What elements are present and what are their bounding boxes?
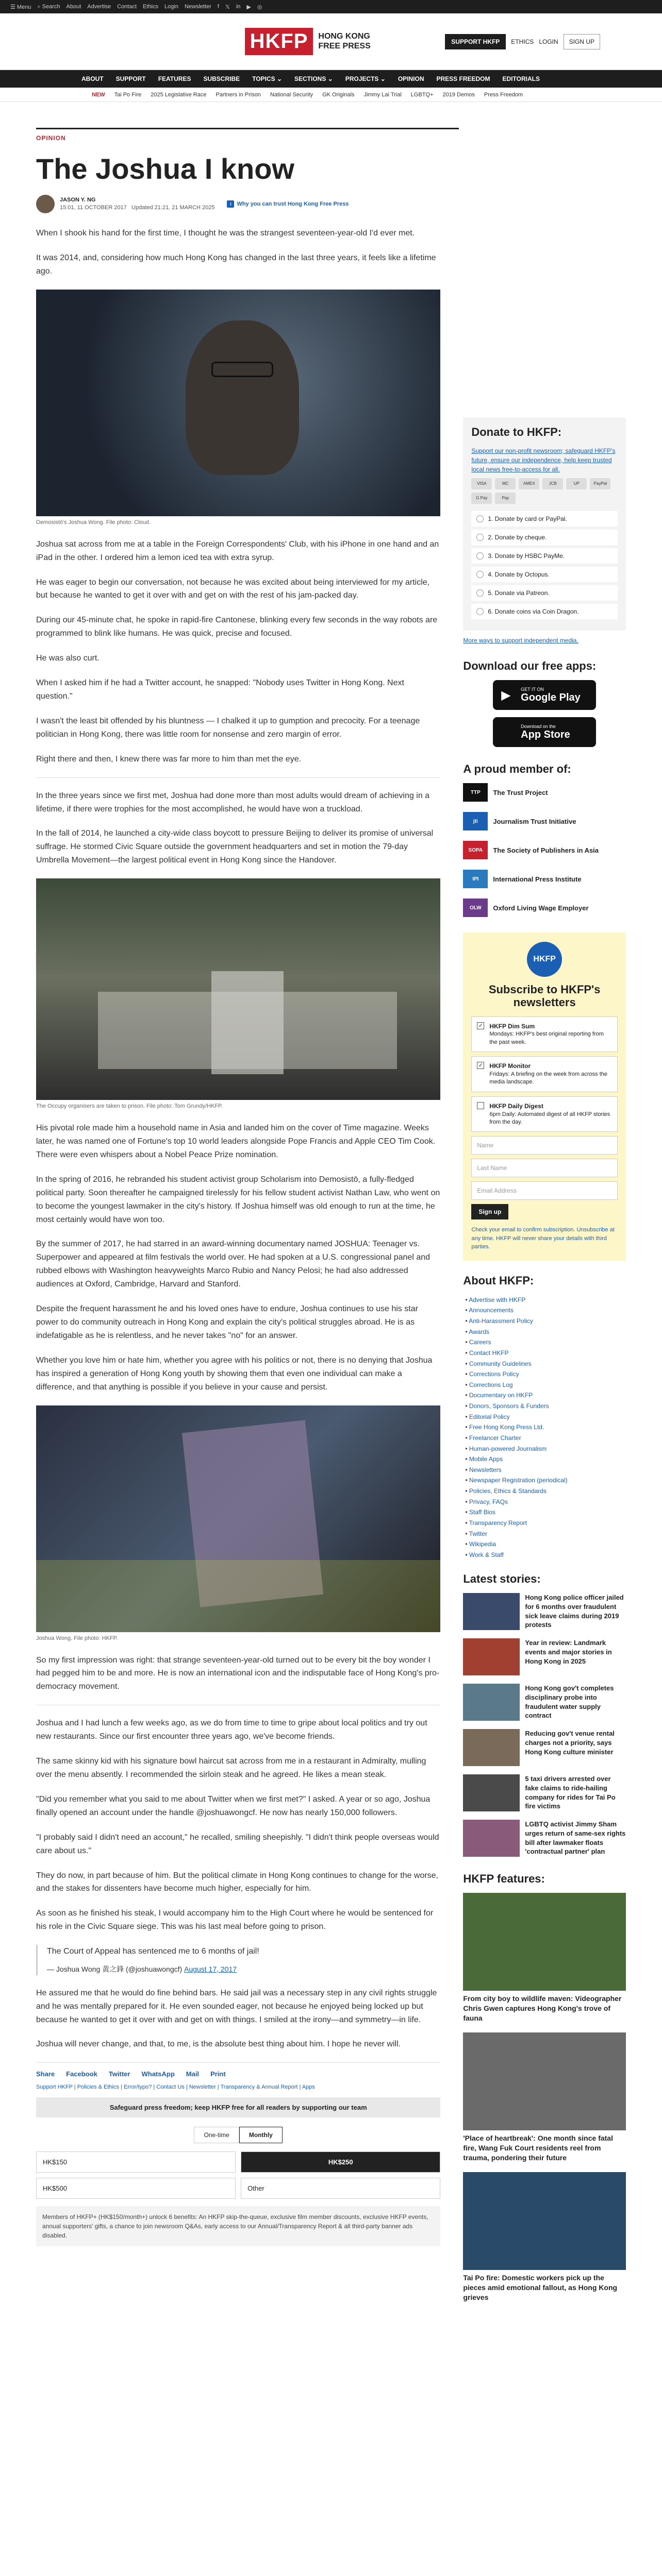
story-thumbnail xyxy=(463,1684,520,1721)
about-link[interactable]: • Anti-Harassment Policy xyxy=(465,1316,626,1327)
paragraph: In the three years since we first met, Joshua had done more than most adults would dream of achieving in a lifetime, if there were trophies for the most accomplished, he would have won a truckload. xyxy=(36,791,430,814)
monthly-option[interactable]: Monthly xyxy=(239,2127,283,2143)
member-label: The Trust Project xyxy=(493,788,548,796)
photo-caption: Joshua Wong. File photo: HKFP. xyxy=(36,1635,118,1641)
about-link[interactable]: • Newspaper Registration (periodical) xyxy=(465,1475,626,1486)
nav-features[interactable]: FEATURES xyxy=(158,75,191,82)
amount-option[interactable]: HK$150 xyxy=(36,2151,236,2173)
ipi-logo: IPI xyxy=(463,870,488,888)
photo-flowers xyxy=(36,1560,440,1632)
about-link[interactable]: • Freelancer Charter xyxy=(465,1433,626,1444)
as-small: Download on the xyxy=(521,723,556,729)
member-jti[interactable] xyxy=(463,812,626,831)
latest-title: Latest stories: xyxy=(463,1572,541,1586)
latest-story[interactable] xyxy=(463,1820,626,1857)
story-thumbnail xyxy=(463,1593,520,1630)
nav-support[interactable]: SUPPORT xyxy=(115,75,146,82)
ticker-item[interactable]: LGBTQ+ xyxy=(410,91,434,98)
newsletter-option-desc: Fridays: A briefing on the week from across the media landscape. xyxy=(489,1071,608,1086)
nav-projects[interactable]: PROJECTS ⌄ xyxy=(345,75,386,82)
newsletter-option[interactable] xyxy=(471,1096,618,1132)
paragraph: "I probably said I didn't need an account," he recalled, smiling sheepishly. "I didn't think people overseas would care about us." xyxy=(36,1833,439,1855)
support-banner[interactable]: Safeguard press freedom; keep HKFP free for all readers by supporting our team xyxy=(36,2097,440,2117)
amex-icon: AMEX xyxy=(519,478,539,489)
about-link[interactable]: • Corrections Policy xyxy=(465,1369,626,1380)
top-utility-bar xyxy=(0,0,662,13)
about-link[interactable]: • Corrections Log xyxy=(465,1380,626,1391)
story-headline: Hong Kong police officer jailed for 6 months over fraudulent sick leave claims during 2019 protests xyxy=(525,1594,624,1629)
member-label: Journalism Trust Initiative xyxy=(493,817,576,825)
facebook-icon[interactable]: f xyxy=(217,4,219,10)
logo-text-line1: HONG KONG xyxy=(318,32,370,41)
share-label: Share xyxy=(36,2070,55,2078)
donate-box xyxy=(463,417,626,631)
linkedin-icon[interactable]: in xyxy=(236,4,241,10)
visa-icon: VISA xyxy=(471,478,492,489)
member-living-wage[interactable] xyxy=(463,899,626,917)
ethics-button[interactable]: ETHICS xyxy=(511,38,534,45)
tweet-date-link[interactable]: August 17, 2017 xyxy=(184,1965,237,1974)
nav-editorials[interactable]: EDITORIALS xyxy=(502,75,540,82)
ticker-item[interactable]: GK Originals xyxy=(322,91,355,98)
gp-small: GET IT ON xyxy=(521,686,544,692)
photo-joshua-poster[interactable] xyxy=(36,1405,440,1632)
site-header xyxy=(0,13,662,70)
newsletter-title: Subscribe to HKFP's newsletters xyxy=(488,983,601,1009)
content-wrap xyxy=(0,227,662,2311)
x-icon[interactable]: 𝕏 xyxy=(225,4,230,10)
about-title: About HKFP: xyxy=(463,1274,534,1287)
amount-option[interactable]: HK$500 xyxy=(36,2178,236,2199)
donate-option[interactable]: 3. Donate by HSBC PayMe. xyxy=(471,548,618,564)
checkbox-checked[interactable]: ✓ xyxy=(477,1022,484,1029)
feature-headline: From city boy to wildlife maven: Videographer Chris Gwen captures Hong Kong's trove of fauna xyxy=(463,1994,622,2023)
living-wage-logo: OLW xyxy=(463,899,488,917)
byline-meta xyxy=(60,196,214,212)
about-link[interactable]: • Documentary on HKFP xyxy=(465,1390,626,1401)
paragraph: Joshua and I had lunch a few weeks ago, as we do from time to time to gripe about local politics and try out new restaurants. Since our first encounter three years ago, we've become friends. xyxy=(36,1719,427,1741)
photo-caption: The Occupy organisers are taken to prison. File photo: Tom Grundy/HKFP. xyxy=(36,1103,223,1110)
story-thumbnail xyxy=(463,1638,520,1675)
share-whatsapp-button[interactable]: WhatsApp xyxy=(141,2070,175,2078)
about-link[interactable]: • Donors, Sponsors & Funders xyxy=(465,1401,626,1412)
feature-headline: 'Place of heartbreak': One month since fatal fire, Wang Fuk Court residents reel from trauma, pondering their future xyxy=(463,2134,613,2162)
app-store-button[interactable] xyxy=(493,717,596,747)
ticker-item[interactable]: National Security xyxy=(270,91,313,98)
member-sopa[interactable] xyxy=(463,841,626,859)
as-big: App Store xyxy=(521,728,570,740)
photo-joshua-speaking[interactable] xyxy=(36,290,440,516)
trust-project-logo: TTP xyxy=(463,783,488,802)
paragraph: So my first impression was right: that strange seventeen-year-old turned out to be every bit the boy wonder I had pegged him to be and more. He is now an international icon and the indisputable face of Hong Kong's pro-democracy movement. xyxy=(36,1655,440,1691)
member-label: The Society of Publishers in Asia xyxy=(493,846,599,854)
about-link[interactable]: • Wikipedia xyxy=(465,1539,626,1550)
donate-option[interactable]: 5. Donate via Patreon. xyxy=(471,585,618,601)
trust-note[interactable] xyxy=(227,200,349,208)
paragraph: They do now, in part because of him. But the political climate in Hong Kong continues to change for the worse, and the stakes for dissenters have become much higher, especially for him. xyxy=(36,1871,439,1893)
ticker-item[interactable]: Partners in Prison xyxy=(216,91,261,98)
newsletter-box xyxy=(463,933,626,1261)
figure xyxy=(36,1405,440,1641)
about-link[interactable]: • Advertise with HKFP xyxy=(465,1295,626,1306)
newsletter-logo: HKFP xyxy=(527,942,562,977)
embedded-tweet[interactable] xyxy=(36,1945,440,1975)
story-headline: Hong Kong gov't completes disciplinary probe into fraudulent water supply contract xyxy=(525,1684,614,1720)
publish-dates xyxy=(60,204,214,212)
feature-image xyxy=(463,2032,626,2130)
ticker-item[interactable]: 2025 Legislative Race xyxy=(151,91,207,98)
about-links xyxy=(463,1295,626,1561)
logo-text xyxy=(318,32,370,51)
publish-date: 15:01, 11 OCTOBER 2017 xyxy=(60,205,127,211)
login-button[interactable]: LOGIN xyxy=(539,38,558,45)
member-ipi[interactable] xyxy=(463,870,626,888)
paragraph: He was eager to begin our conversation, not because he was excited about being interviewed for my article, but because he wanted to get it over with and get on with the rest of his jam-packed day. xyxy=(36,578,430,600)
photo-van xyxy=(211,971,284,1074)
ethics-link[interactable]: Ethics xyxy=(143,4,159,10)
nav-about[interactable]: ABOUT xyxy=(81,75,104,82)
donate-option[interactable]: 4. Donate by Octopus. xyxy=(471,567,618,582)
photo-figure xyxy=(186,320,299,475)
member-label: Oxford Living Wage Employer xyxy=(493,904,589,912)
play-icon: ▶ xyxy=(501,688,511,702)
membership-benefits: Members of HKFP+ (HK$150/month+) unlock 6 benefits: An HKFP skip-the-queue, exclusive film member discounts, exclusive HKFP events, annual supporters' gifts, a chance to join newsroom Q&As, early access to our Annual/Transparency Report & all third-party banner ads disabled. xyxy=(36,2206,440,2246)
donate-text[interactable]: Support our non-profit newsroom; safeguard HKFP's future, ensure our independence, help keep trusted local news free-to-access for all. xyxy=(471,447,616,473)
about-link[interactable]: • Work & Staff xyxy=(465,1550,626,1561)
newsletter-link[interactable]: Newsletter xyxy=(184,4,211,10)
latest-story[interactable] xyxy=(463,1729,626,1766)
paragraph: Despite the frequent harassment he and his loved ones have to endure, Joshua continues to use his star power to do community outreach in Hong Kong and explain the city's political struggles abroad. He is as indefatigable as he is relentless, and he never takes "no" for an answer. xyxy=(36,1304,418,1340)
checkbox[interactable] xyxy=(477,1102,484,1109)
about-link[interactable]: About xyxy=(66,4,81,10)
latest-story[interactable] xyxy=(463,1774,626,1811)
nav-subscribe[interactable]: SUBSCRIBE xyxy=(203,75,240,82)
jti-logo: jti xyxy=(463,812,488,831)
search-link[interactable]: ⌕ Search xyxy=(37,3,60,10)
divider xyxy=(36,777,440,778)
amount-option-selected[interactable]: HK$250 xyxy=(241,2151,440,2173)
newsletter-option-desc: Mondays: HKFP's best original reporting from the past week. xyxy=(489,1031,604,1045)
author-avatar xyxy=(36,195,55,213)
paragraph: The same skinny kid with his signature bowl haircut sat across from me in a restaurant in Admiralty, mulling over the menu absently. I recommended the sirloin steak and he agreed. He likes a mean steak. xyxy=(36,1757,426,1779)
paypal-icon: PayPal xyxy=(590,478,610,489)
about-link[interactable]: • Awards xyxy=(465,1327,626,1337)
share-facebook-button[interactable]: Facebook xyxy=(66,2070,97,2078)
paragraph: "Did you remember what you said to me about Twitter when we first met?" I asked. A year or so ago, Joshua finally opened an account under the handle @joshuawongcf. He now has nearly 150,000 followers. xyxy=(36,1794,431,1817)
payment-icons xyxy=(471,478,618,504)
logo-text-line2: FREE PRESS xyxy=(318,41,371,50)
newsletter-option-title: HKFP Monitor xyxy=(489,1062,531,1070)
jcb-icon: JCB xyxy=(542,478,563,489)
figure xyxy=(36,878,440,1109)
about-link[interactable]: • Editorial Policy xyxy=(465,1412,626,1422)
newsletter-option-title: HKFP Daily Digest xyxy=(489,1102,543,1110)
apps-title: Download our free apps: xyxy=(463,659,597,672)
share-twitter-button[interactable]: Twitter xyxy=(108,2070,130,2078)
about-link[interactable]: • Transparency Report xyxy=(465,1518,626,1529)
latest-story[interactable] xyxy=(463,1593,626,1630)
donate-option[interactable]: 6. Donate coins via Coin Dragon. xyxy=(471,604,618,619)
login-link[interactable]: Login xyxy=(164,4,178,10)
email-field[interactable]: Email Address xyxy=(471,1181,618,1200)
features-title: HKFP features: xyxy=(463,1872,545,1886)
about-link[interactable]: • Twitter xyxy=(465,1529,626,1539)
newsletter-option-title: HKFP Dim Sum xyxy=(489,1022,535,1030)
feature-story[interactable] xyxy=(463,1893,626,2023)
paragraph: His pivotal role made him a household name in Asia and landed him on the cover of Time magazine. Weeks later, he was named one of Fortune's top 10 world leaders alongside Pope Francis and Apple CEO Tim Cook. There were even whispers about a Nobel Peace Prize nomination. xyxy=(36,1124,436,1159)
feature-story[interactable] xyxy=(463,2032,626,2163)
donation-frequency-toggle xyxy=(36,2127,440,2143)
paragraph: Right there and then, I knew there was far more to him than met the eye. xyxy=(36,754,302,764)
newsletter-option[interactable] xyxy=(471,1056,618,1092)
nav-opinion[interactable]: OPINION xyxy=(398,75,424,82)
story-headline: Reducing gov't venue rental charges not a priority, says Hong Kong culture minister xyxy=(525,1730,615,1756)
section-label[interactable]: OPINION xyxy=(36,128,459,142)
donate-option[interactable]: 1. Donate by card or PayPal. xyxy=(471,511,618,527)
newsletter-option-text xyxy=(489,1062,612,1087)
last-name-field[interactable]: Last Name xyxy=(471,1159,618,1177)
checkbox-checked[interactable]: ✓ xyxy=(477,1062,484,1069)
feature-image xyxy=(463,1893,626,1991)
about-link[interactable]: • Human-powered Journalism xyxy=(465,1444,626,1454)
advertise-link[interactable]: Advertise xyxy=(87,4,111,10)
story-headline: Year in review: Landmark events and major stories in Hong Kong in 2025 xyxy=(525,1639,612,1665)
paragraph: In the spring of 2016, he rebranded his student activist group Scholarism into Demosistō, a fully-fledged political party. Soon thereafter he campaigned tirelessly for his fellow student activist Nathan Law, who went on to become the youngest lawmaker in the city's history. If Joshua himself was old enough to run at the time, he most certainly would have won too. xyxy=(36,1175,440,1224)
paragraph: When I asked him if he had a Twitter account, he snapped: "Nobody uses Twitter in Hong Kong. Next question." xyxy=(36,679,404,701)
paragraph: As soon as he finished his steak, I would accompany him to the High Court where he would be sentenced for his role in the Civic Square siege. This was his last meal before going to prison. xyxy=(36,1909,434,1931)
newsletter-option-desc: 6pm Daily: Automated digest of all HKFP stories from the day. xyxy=(489,1111,610,1125)
paragraph: By the summer of 2017, he had starred in an award-winning documentary named JOSHUA: Teenager vs. Superpower and appeared at film festivals the world over. He had spoken at a U.S. congressional panel and rubbed elbows with Washington heavyweights Marco Rubio and Nancy Pelosi; he had also addressed audiences at Oxford, Cambridge, Harvard and Stanford. xyxy=(36,1240,431,1289)
menu-link[interactable]: ☰ Menu xyxy=(10,4,31,10)
story-thumbnail xyxy=(463,1729,520,1766)
newsletter-option-text xyxy=(489,1022,612,1047)
story-headline: LGBTQ activist Jimmy Sham urges return of same-sex rights bill after lawmaker floats 'contractual partner' plan xyxy=(525,1820,626,1856)
ticker-item[interactable]: Tai Po Fire xyxy=(114,91,142,98)
byline xyxy=(36,195,626,213)
tweet-author: — Joshua Wong 黃之鋒 (@joshuawongcf) xyxy=(47,1965,183,1974)
amount-option-other[interactable]: Other xyxy=(241,2178,440,2199)
paragraph: Joshua will never change, and that, to me, is the absolute best thing about him. I hope he never will. xyxy=(36,2040,401,2049)
ticker-item[interactable]: Press Freedom xyxy=(484,91,523,98)
policy-links[interactable]: Support HKFP | Policies & Ethics | Error/typo? | Contact Us | Newsletter | Transparency & Annual Report | Apps xyxy=(36,2084,315,2091)
apple-pay-icon: Pay xyxy=(495,493,516,504)
about-link[interactable]: • Contact HKFP xyxy=(465,1348,626,1359)
paragraph: Joshua sat across from me at a table in the Foreign Correspondents' Club, with his iPhone in one hand and an iPad in the other. I ordered him a lemon iced tea with extra syrup. xyxy=(36,539,439,562)
donate-option[interactable]: 2. Donate by cheque. xyxy=(471,530,618,545)
newsletter-option[interactable] xyxy=(471,1016,618,1053)
instagram-icon[interactable]: ◎ xyxy=(257,4,262,10)
paragraph: He assured me that he would do fine behind bars. He said jail was a necessary step in any civil rights struggle and he was mentally prepared for it. He even sounded eager, not because he enjoyed being locked up but because he wanted to get it over with and get on with things. I smiled at the irony—and symmetry—in life. xyxy=(36,1988,437,2024)
article-title: The Joshua I know xyxy=(36,152,294,185)
sidebar xyxy=(463,227,626,2311)
about-link[interactable]: • Policies, Ethics & Standards xyxy=(465,1486,626,1497)
signup-submit-button[interactable]: Sign up xyxy=(471,1204,508,1219)
nav-sections[interactable]: SECTIONS ⌄ xyxy=(294,75,333,82)
header-actions xyxy=(445,34,600,49)
paragraph: In the fall of 2014, he launched a city-wide class boycott to pressure Beijing to deliver its promise of universal suffrage. He stormed Civic Square outside the government headquarters and set in motion the 79-day Umbrella Movement—the largest political event in Hong Kong since the Handover. xyxy=(36,829,434,865)
tweet-text: The Court of Appeal has sentenced me to 6 months of jail! xyxy=(47,1947,259,1956)
site-logo[interactable] xyxy=(245,28,371,55)
one-time-option[interactable]: One-time xyxy=(194,2127,239,2143)
paragraph: Whether you love him or hate him, whether you agree with his politics or not, there is no denying that Joshua has inspired a generation of Hong Kong youth by showing them that even one individual can make a difference, and that anything is possible if you believe in your cause and persist. xyxy=(36,1355,433,1392)
story-headline: 5 taxi drivers arrested over fake claims to ride-hailing company for rides for Tai Po fire victims xyxy=(525,1775,616,1810)
feature-image xyxy=(463,2172,626,2270)
member-label: International Press Institute xyxy=(493,875,582,883)
paragraph: During our 45-minute chat, he spoke in rapid-fire Cantonese, blinking every few seconds in the way robots are programmed to blink like humans. He was quick, precise and focused. xyxy=(36,616,438,638)
signup-button[interactable]: SIGN UP xyxy=(564,34,600,49)
member-title: A proud member of: xyxy=(463,762,571,775)
more-ways-link[interactable]: More ways to support independent media. xyxy=(463,637,578,644)
photo-occupy-organisers[interactable] xyxy=(36,878,440,1100)
nav-press-freedom[interactable]: PRESS FREEDOM xyxy=(436,75,490,82)
about-link[interactable]: • Mobile Apps xyxy=(465,1454,626,1465)
photo-glasses xyxy=(211,362,273,377)
trust-note-label: Why you can trust Hong Kong Free Press xyxy=(237,201,349,207)
google-pay-icon: G Pay xyxy=(471,493,492,504)
newsletter-note: Check your email to confirm subscription. Unsubscribe at any time. HKFP will never share your details with third parties. xyxy=(471,1227,615,1250)
about-link[interactable]: • Staff Bios xyxy=(465,1507,626,1518)
feature-story[interactable] xyxy=(463,2172,626,2302)
share-mail-button[interactable]: Mail xyxy=(186,2070,200,2078)
ticker-new-label: NEW xyxy=(92,91,105,98)
logo-mark: HKFP xyxy=(245,28,313,55)
google-play-button[interactable] xyxy=(493,680,596,710)
mastercard-icon: MC xyxy=(495,478,516,489)
paragraph: When I shook his hand for the first time, I thought he was the strangest seventeen-year-old I'd ever met. xyxy=(36,229,415,238)
about-link[interactable]: • Community Guidelines xyxy=(465,1359,626,1369)
name-field[interactable]: Name xyxy=(471,1136,618,1155)
tweet-source xyxy=(47,1963,440,1975)
latest-story[interactable] xyxy=(463,1684,626,1721)
author-name[interactable]: JASON Y. NG xyxy=(60,196,96,203)
article-body xyxy=(36,227,440,2311)
youtube-icon[interactable]: ▶ xyxy=(246,4,251,10)
donation-amounts xyxy=(36,2151,440,2199)
donate-title: Donate to HKFP: xyxy=(471,426,562,438)
ticker-item[interactable]: Jimmy Lai Trial xyxy=(363,91,402,98)
contact-link[interactable]: Contact xyxy=(117,4,137,10)
info-icon: i xyxy=(227,200,234,208)
share-print-button[interactable]: Print xyxy=(210,2070,226,2078)
paragraph: He was also curt. xyxy=(36,654,100,663)
latest-story[interactable] xyxy=(463,1638,626,1675)
support-button[interactable]: SUPPORT HKFP xyxy=(445,34,506,49)
topic-ticker xyxy=(0,88,662,102)
ticker-item[interactable]: 2019 Demos xyxy=(442,91,475,98)
about-link[interactable]: • Privacy, FAQs xyxy=(465,1497,626,1507)
nav-topics[interactable]: TOPICS ⌄ xyxy=(252,75,282,82)
share-bar xyxy=(36,2062,440,2078)
sopa-logo: SOPA xyxy=(463,841,488,859)
photo-caption: Demosistō's Joshua Wong. File photo: Cloud. xyxy=(36,519,151,526)
story-thumbnail xyxy=(463,1774,520,1811)
gp-big: Google Play xyxy=(521,691,581,703)
unionpay-icon: UP xyxy=(566,478,587,489)
about-link[interactable]: • Newsletters xyxy=(465,1465,626,1476)
member-trust-project[interactable] xyxy=(463,783,626,802)
paragraph: It was 2014, and, considering how much Hong Kong has changed in the last three years, it feels like a lifetime ago. xyxy=(36,253,436,276)
paragraph: I wasn't the least bit offended by his bluntness — I chalked it up to gumption and precocity. For a teenage politician in Hong Kong, there was little room for nonsense and zero margin of error. xyxy=(36,716,420,739)
about-link[interactable]: • Careers xyxy=(465,1337,626,1348)
story-thumbnail xyxy=(463,1820,520,1857)
feature-headline: Tai Po fire: Domestic workers pick up the pieces amid emotional fallout, as Hong Kong grieves xyxy=(463,2273,618,2301)
newsletter-option-text xyxy=(489,1102,612,1127)
about-link[interactable]: • Free Hong Kong Press Ltd. xyxy=(465,1422,626,1433)
figure xyxy=(36,290,440,526)
updated-date: Updated 21:21, 21 MARCH 2025 xyxy=(131,205,215,211)
about-link[interactable]: • Announcements xyxy=(465,1305,626,1316)
main-nav xyxy=(0,70,662,88)
